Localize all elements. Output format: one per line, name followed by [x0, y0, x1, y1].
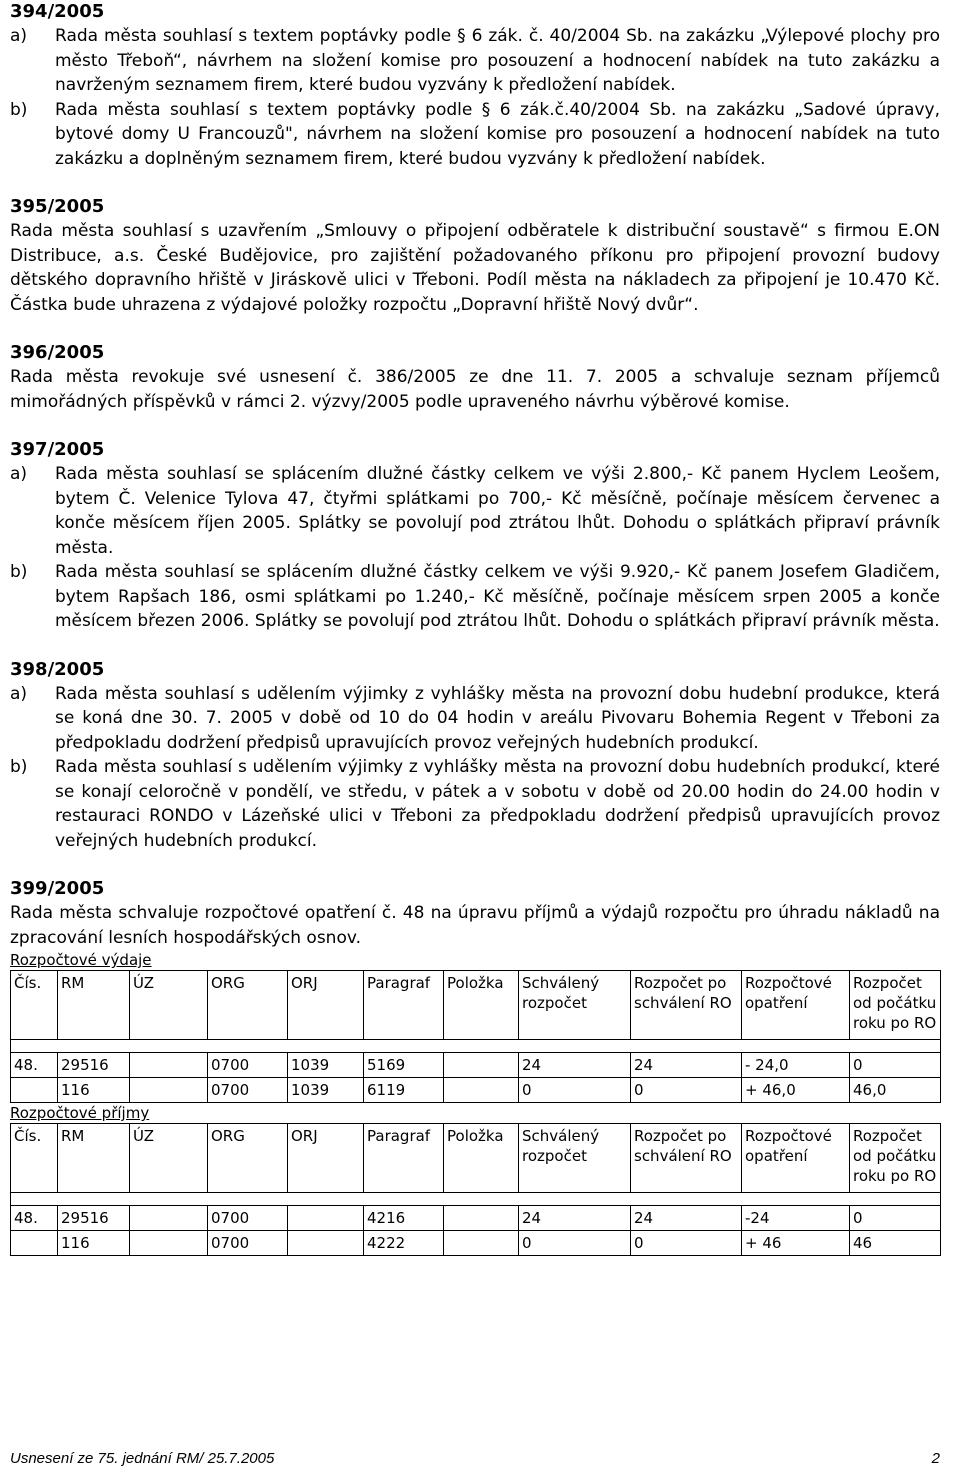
table-cell: 116	[58, 1231, 130, 1256]
table-cell	[444, 1078, 519, 1103]
resolution-text: Rada města schvaluje rozpočtové opatření č. 48 na úpravu příjmů a výdajů rozpočtu pro úhradu nákladů na zpracování lesních hospodářských osnov.	[10, 903, 940, 948]
table-cell: 24	[519, 1053, 631, 1078]
expenses-table	[10, 970, 941, 1103]
column-header: ORG	[208, 971, 288, 1040]
item-label: a)	[10, 683, 28, 704]
table-cell: 4216	[364, 1206, 444, 1231]
table-cell	[11, 1231, 58, 1256]
item-label: b)	[10, 562, 28, 582]
table-row	[11, 1078, 941, 1103]
item-label: a)	[10, 26, 28, 46]
resolution-number: 395/2005	[10, 196, 105, 217]
item-text: Rada města souhlasí se splácením dlužné částky celkem ve výši 9.920,- Kč panem Josefem Gladičem, bytem Rapšach 186, osmi splátkami po 1.240,- Kč měsíčně, počínaje měsícem srpen 2005 a konče měsícem březen 2006. Splátky se povolují pod ztrátou lhůt. Dohodu o splátkách připraví právník města.	[55, 562, 940, 631]
item-label: a)	[10, 464, 28, 484]
table-cell: 0	[850, 1053, 941, 1078]
table-cell: - 24,0	[742, 1053, 850, 1078]
column-header: RM	[58, 1124, 130, 1193]
table-cell: 5169	[364, 1053, 444, 1078]
table-cell	[444, 1206, 519, 1231]
table-cell	[11, 1078, 58, 1103]
resolution-398	[10, 658, 940, 854]
resolution-399	[10, 877, 940, 1256]
resolution-number: 397/2005	[10, 439, 105, 460]
column-header: Rozpočet po schválení RO	[631, 1124, 742, 1193]
resolution-395	[10, 195, 940, 317]
table-cell	[288, 1231, 364, 1256]
table-cell: 48.	[11, 1206, 58, 1231]
resolution-text: Rada města souhlasí s uzavřením „Smlouvy o připojení odběratele k distribuční soustavě“ s firmou E.ON Distribuce, a.s. České Budějovice, pro zajištění požadovaného příkonu pro připojení provozní budovy dětského dopravního hřiště v Jiráskově ulici v Třeboni. Podíl města na nákladech za připojení je 10.470 Kč. Částka bude uhrazena z výdajové položky rozpočtu „Dopravní hřiště Nový dvůr“.	[10, 221, 940, 315]
item-text: Rada města souhlasí se splácením dlužné částky celkem ve výši 2.800,- Kč panem Hyclem Leošem, bytem Č. Velenice Tylova 47, čtyřmi splátkami po 700,- Kč měsíčně, počínaje měsícem červenec a konče měsícem říjen 2005. Splátky se povolují pod ztrátou lhůt. Dohodu o splátkách připraví právník města.	[55, 464, 940, 558]
footer-page-number: 2	[931, 1450, 940, 1467]
table-cell: 0	[631, 1231, 742, 1256]
resolution-item-b	[10, 560, 940, 634]
table-spacer	[11, 1193, 941, 1206]
table-cell: 0700	[208, 1053, 288, 1078]
resolution-item-b	[10, 98, 940, 172]
column-header: ORG	[208, 1124, 288, 1193]
resolution-number: 396/2005	[10, 342, 105, 363]
resolution-number: 398/2005	[10, 658, 105, 680]
table-cell: 0	[519, 1078, 631, 1103]
resolution-396	[10, 341, 940, 414]
table-cell: 0	[850, 1206, 941, 1231]
table-cell: 0	[631, 1078, 742, 1103]
table-cell: + 46,0	[742, 1078, 850, 1103]
table-cell	[130, 1078, 208, 1103]
table-cell: 0700	[208, 1078, 288, 1103]
resolution-item-a	[10, 682, 940, 756]
column-header: ORJ	[288, 1124, 364, 1193]
item-label: b)	[10, 757, 28, 777]
table-cell: 24	[631, 1053, 742, 1078]
table-cell: 0700	[208, 1206, 288, 1231]
resolution-item-a	[10, 24, 940, 98]
column-header: Čís.	[11, 971, 58, 1040]
footer-meeting-info: Usnesení ze 75. jednání RM/ 25.7.2005	[10, 1450, 275, 1467]
table-cell: 48.	[11, 1053, 58, 1078]
resolution-text: Rada města revokuje své usnesení č. 386/2005 ze dne 11. 7. 2005 a schvaluje seznam příjemců mimořádných příspěvků v rámci 2. výzvy/2005 podle upraveného návrhu výběrové komise.	[10, 367, 940, 412]
page-footer	[10, 1450, 940, 1467]
table-cell: 24	[519, 1206, 631, 1231]
column-header: Položka	[444, 1124, 519, 1193]
column-header: ORJ	[288, 971, 364, 1040]
column-header: Rozpočtové opatření	[742, 971, 850, 1040]
table-cell	[130, 1206, 208, 1231]
table-row	[11, 1053, 941, 1078]
column-header: Schválený rozpočet	[519, 1124, 631, 1193]
column-header: Paragraf	[364, 971, 444, 1040]
column-header: ÚZ	[130, 1124, 208, 1193]
document-page	[10, 0, 940, 1256]
table-row	[11, 1231, 941, 1256]
expenses-label: Rozpočtové výdaje	[10, 951, 152, 969]
item-text: Rada města souhlasí s textem poptávky podle § 6 zák. č. 40/2004 Sb. na zakázku „Výlepové plochy pro město Třeboň“, návrhem na složení komise pro posouzení a hodnocení nabídek na tuto zakázku a navrženým seznamem firem, které budou vyzvány k předložení nabídek.	[55, 26, 940, 95]
column-header: Čís.	[11, 1124, 58, 1193]
table-cell	[444, 1053, 519, 1078]
table-cell: 1039	[288, 1053, 364, 1078]
column-header: Schválený rozpočet	[519, 971, 631, 1040]
column-header: Rozpočet od počátku roku po RO	[850, 1124, 941, 1193]
table-cell	[444, 1231, 519, 1256]
table-header-row	[11, 971, 941, 1040]
column-header: RM	[58, 971, 130, 1040]
resolution-number: 399/2005	[10, 878, 105, 899]
table-cell: 29516	[58, 1053, 130, 1078]
resolution-394	[10, 0, 940, 171]
table-cell: 4222	[364, 1231, 444, 1256]
table-cell: 0700	[208, 1231, 288, 1256]
table-cell: 116	[58, 1078, 130, 1103]
table-cell: 0	[519, 1231, 631, 1256]
table-cell: 46	[850, 1231, 941, 1256]
item-label: b)	[10, 99, 28, 120]
resolution-item-a	[10, 462, 940, 560]
income-table	[10, 1123, 941, 1256]
table-spacer	[11, 1040, 941, 1053]
item-text: Rada města souhlasí s udělením výjimky z vyhlášky města na provozní dobu hudební produkce, která se koná dne 30. 7. 2005 v době od 10 do 04 hodin v areálu Pivovaru Bohemia Regent v Třeboni za předpokladu dodržení předpisů upravujících provoz veřejných hudebních produkcí.	[55, 683, 940, 753]
table-cell: + 46	[742, 1231, 850, 1256]
table-cell: 29516	[58, 1206, 130, 1231]
column-header: Rozpočet po schválení RO	[631, 971, 742, 1040]
resolution-number: 394/2005	[10, 1, 105, 22]
column-header: Rozpočtové opatření	[742, 1124, 850, 1193]
table-cell: 46,0	[850, 1078, 941, 1103]
column-header: Rozpočet od počátku roku po RO	[850, 971, 941, 1040]
table-cell: -24	[742, 1206, 850, 1231]
resolution-397	[10, 438, 940, 634]
income-label: Rozpočtové příjmy	[10, 1104, 150, 1122]
column-header: Paragraf	[364, 1124, 444, 1193]
table-cell	[130, 1231, 208, 1256]
table-header-row	[11, 1124, 941, 1193]
column-header: Položka	[444, 971, 519, 1040]
resolution-item-b	[10, 755, 940, 853]
table-cell: 6119	[364, 1078, 444, 1103]
item-text: Rada města souhlasí s udělením výjimky z vyhlášky města na provozní dobu hudebních produkcí, které se konají celoročně v pondělí, ve středu, v pátek a v sobotu v době od 20.00 hodin do 24.00 hodin v restauraci RONDO v Lázeňské ulici v Třeboni za předpokladu dodržení předpisů upravujících provoz veřejných hudebních produkcí.	[55, 757, 940, 851]
column-header: ÚZ	[130, 971, 208, 1040]
item-text: Rada města souhlasí s textem poptávky podle § 6 zák.č.40/2004 Sb. na zakázku „Sadové úpravy, bytové domy U Francouzů", návrhem na složení komise pro posouzení a hodnocení nabídek na tuto zakázku a doplněným seznamem firem, které budou vyzvány k předložení nabídek.	[55, 99, 940, 169]
table-row	[11, 1206, 941, 1231]
table-cell	[288, 1206, 364, 1231]
table-cell: 1039	[288, 1078, 364, 1103]
table-cell: 24	[631, 1206, 742, 1231]
table-cell	[130, 1053, 208, 1078]
